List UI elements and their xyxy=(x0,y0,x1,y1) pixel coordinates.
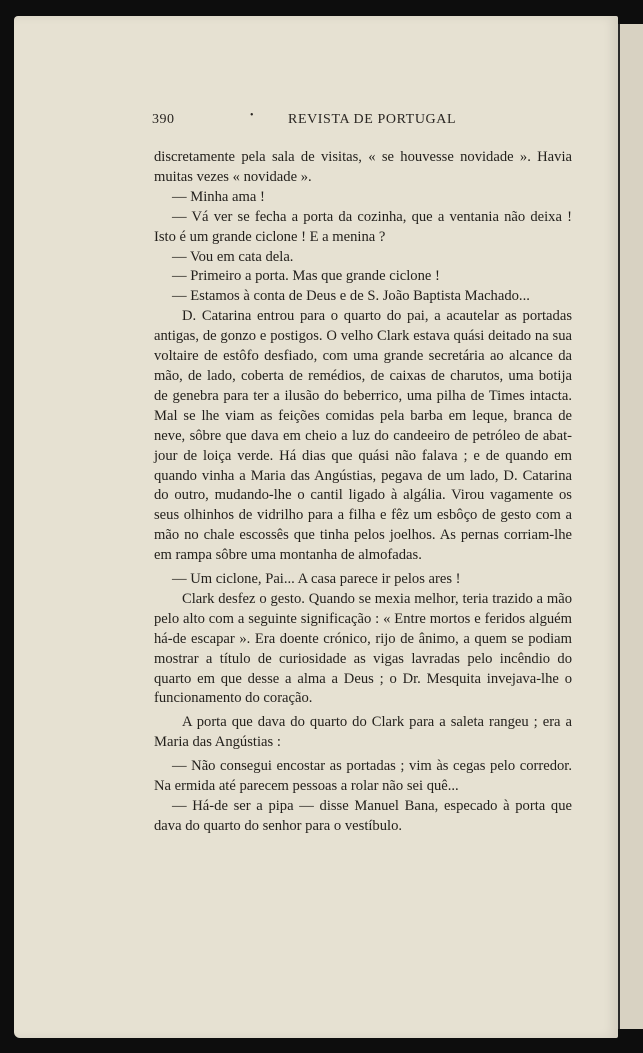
paragraph: A porta que dava do quarto do Clark para a saleta rangeu ; era a Maria das Angústias : xyxy=(154,714,572,751)
paragraph: — Estamos à conta de Deus e de S. João Baptista Machado... xyxy=(172,288,530,305)
page-header xyxy=(152,112,572,132)
paragraph: discretamente pela sala de visitas, « se houvesse novidade ». Havia muitas vezes « novidade ». xyxy=(154,149,572,185)
paragraph: — Primeiro a porta. Mas que grande ciclone ! xyxy=(172,268,440,285)
paragraph: — Vou em cata dela. xyxy=(172,248,294,265)
paragraph: — Vá ver se fecha a porta da cozinha, que a ventania não deixa ! Isto é um grande ciclone ! E a menina ? xyxy=(154,208,572,245)
paragraph: — Um ciclone, Pai... A casa parece ir pelos ares ! xyxy=(172,571,461,588)
page-number: 390 xyxy=(152,112,175,127)
header-ornament: • xyxy=(250,110,254,121)
paragraph: Clark desfez o gesto. Quando se mexia melhor, teria trazido a mão pelo alto com a seguinte significação : « Entre mortos e feridos alguém há-de escapar ». Era doente crónico, rijo de ânimo, a quem se podiam mostrar a título de curiosidade as vigas lavradas pelo incêndio do quarto em que desse a alma a Deus ; o Dr. Mesquita invejava-lhe o funcionamento do coração. xyxy=(154,590,572,707)
adjacent-page-edge xyxy=(618,24,643,1029)
running-title: REVISTA DE PORTUGAL xyxy=(288,112,457,127)
paragraph: — Há-de ser a pipa — disse Manuel Bana, especado à porta que dava do quarto do senhor para o vestíbulo. xyxy=(154,798,572,834)
paragraph: — Minha ama ! xyxy=(172,188,265,205)
paragraph: D. Catarina entrou para o quarto do pai, a acautelar as portadas antigas, de gonzo e postigos. O velho Clark estava quási deitado na sua voltaire de estôfo desfiado, com uma grande secretária ao alcance da mão, de lado, coberta de remédios, de caixas de charutos, uma botija de genebra para ter a ilusão do beberrico, uma pilha de Times intacta. Mal se lhe viam as feições comidas pela barba em leque, branca de neve, sôbre que dava em cheio a luz do candeeiro de petróleo de abat-jour de loiça verde. Há dias que quási não falava ; e de quando em quando vinha a Maria das Angústias, pegava de um lado, D. Catarina do outro, mudando-lhe o cantil ligado à algália. Virou vagamente os seus olhinhos de vidrilho para a filha e fêz um esbôço de gesto com a mão no chale escossês que tinha pelos joelhos. As pernas corriam-lhe em rampa sôbre uma montanha de almofadas. xyxy=(154,308,572,564)
body-text xyxy=(154,148,572,837)
paragraph: — Não consegui encostar as portadas ; vim às cegas pelo corredor. Na ermida até parecem pessoas a rolar não sei quê... xyxy=(154,758,572,795)
